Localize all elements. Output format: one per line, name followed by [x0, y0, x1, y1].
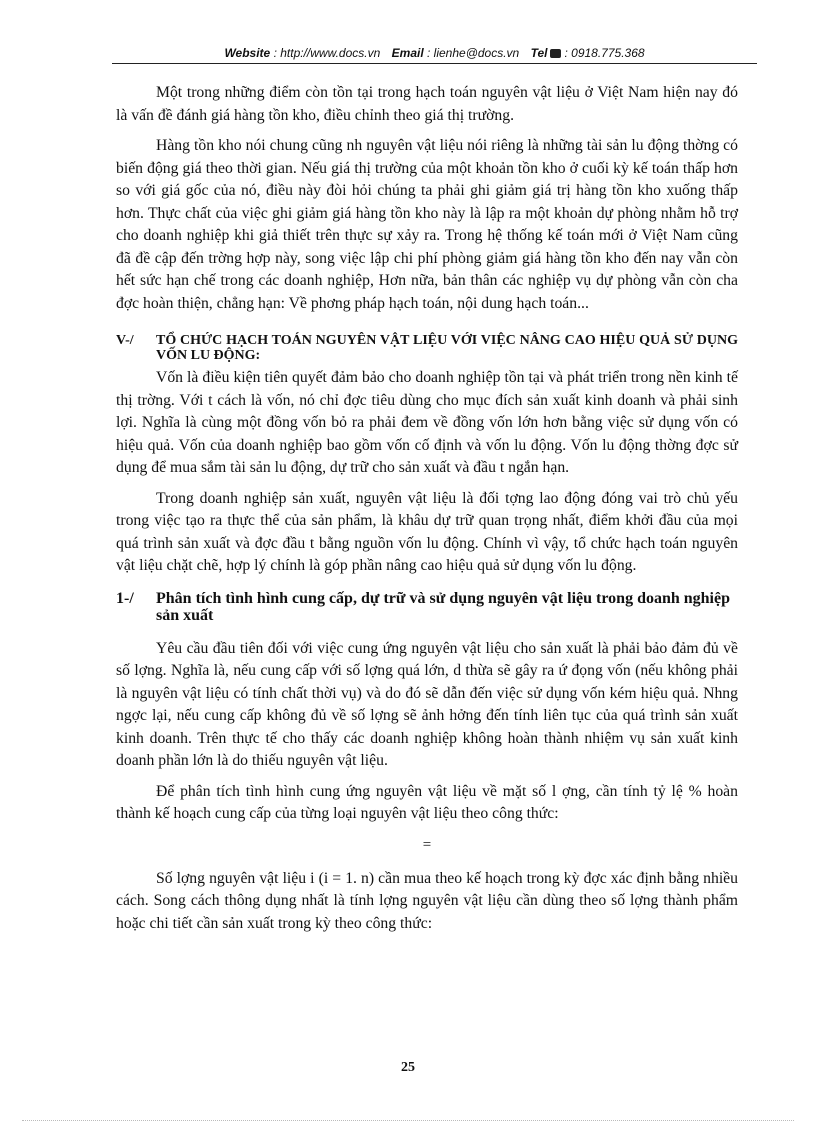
paragraph-7: Số lợng nguyên vật liệu i (i = 1. n) cần mua theo kế hoạch trong kỳ đợc xác định bằng nhiều cách. Song cách thông dụng nhất là tính lợng nguyên vật liệu cần dùng theo số lợng thành phẩm hoặc chi tiết cần sản xuất trong kỳ theo công thức: — [116, 869, 738, 932]
page-number: 25 — [401, 1060, 415, 1075]
website-label: Website — [224, 46, 271, 60]
paragraph-2: Hàng tồn kho nói chung cũng nh nguyên vật liệu nói riêng là những tài sản lu động thờng có biến động giá theo thời gian. Nếu giá thị trường của một khoản tồn kho ở cuối kỳ kế toán thấp hơn so với giá gốc của nó, điều này đòi hỏi chúng ta phải ghi giảm giá trị hàng tồn kho xuống thấp hơn. Thực chất của việc ghi giảm giá hàng tồn kho này là lập ra một khoản dự phòng nhằm hỗ trợ cho doanh nghiệp khi giả thiết trên thực sự xảy ra. Trong hệ thống kế toán mới ở Việt Nam cũng đã đề cập đến trờng hợp này, song việc lập chi phí phòng giảm giá hàng tồn kho đến nay vẫn còn hết sức hạn chế trong các doanh nghiệp, Hơn nữa, bản thân các nghiệp vụ dự phòng vẫn còn cha đợc hoàn thiện, chẳng hạn: Về phơng pháp hạch toán, nội dung hạch toán... — [116, 137, 738, 312]
section-number: 1-/ — [116, 589, 134, 607]
section-title: TỔ CHỨC HẠCH TOÁN NGUYÊN VẬT LIỆU VỚI VIỆC NÂNG CAO HIỆU QUẢ SỬ DỤNG VỐN LU ĐỘNG: — [156, 333, 738, 363]
formula: = — [422, 836, 432, 853]
document-body — [116, 82, 738, 943]
section-number: V-/ — [116, 333, 134, 348]
email-value: : lienhe@docs.vn — [427, 46, 520, 60]
paragraph-1: Một trong những điểm còn tồn tại trong hạch toán nguyên vật liệu ở Việt Nam hiện nay đó là vấn đề đánh giá hàng tồn kho, điều chỉnh theo giá thị trường. — [116, 84, 738, 124]
tel-value: : 0918.775.368 — [564, 46, 645, 60]
email-label: Email — [391, 46, 424, 60]
tel-label: Tel — [530, 46, 548, 60]
page-edge-divider — [22, 1120, 794, 1121]
section-title: Phân tích tình hình cung cấp, dự trữ và sử dụng nguyên vật liệu trong doanh nghiệp sản xuất — [156, 589, 730, 624]
section-heading-v — [116, 333, 738, 363]
paragraph-6: Để phân tích tình hình cung ứng nguyên vật liệu về mặt số l ợng, cần tính tỷ lệ % hoàn thành kế hoạch cung cấp của từng loại nguyên vật liệu theo công thức: — [116, 782, 738, 822]
paragraph-3: Vốn là điều kiện tiên quyết đảm bảo cho doanh nghiệp tồn tại và phát triển trong nền kinh tế thị trờng. Với t cách là vốn, nó chỉ đợc tiêu dùng cho mục đích sản xuất kinh doanh và phải sinh lợi. Nghĩa là cùng một đồng vốn bỏ ra phải đem về đồng vốn lớn hơn bằng việc sử dụng vốn có hiệu quả. Vốn của doanh nghiệp bao gồm vốn cố định và vốn lu động. Vốn lu động thờng đợc sử dụng để mua sắm tài sản lu động, dự trữ cho sản xuất và đầu t ngắn hạn. — [116, 369, 738, 476]
phone-icon — [550, 49, 561, 58]
paragraph-5: Yêu cầu đầu tiên đối với việc cung ứng nguyên vật liệu cho sản xuất là phải bảo đảm đủ về số lợng. Nghĩa là, nếu cung cấp với số lợng quá lớn, d thừa sẽ gây ra ứ đọng vốn (nếu không phải là nguyên vật liệu có tính chất thời vụ) và do đó sẽ dẫn đến việc sử dụng vốn kém hiệu quả. Nhng ngợc lại, nếu cung cấp không đủ về số lợng sẽ ảnh hởng đến tính liên tục của quá trình sản xuất kinh doanh. Trên thực tế cho thấy các doanh nghiệp không hoàn thành nhiệm vụ sản xuất kinh doanh phần lớn là do thiếu nguyên vật liệu. — [116, 639, 738, 769]
paragraph-4: Trong doanh nghiệp sản xuất, nguyên vật liệu là đối tợng lao động đóng vai trò chủ yếu trong việc tạo ra thực thể của sản phẩm, là khâu dự trữ quan trọng nhất, điểm khởi đầu của mọi quá trình sản xuất và đợc đầu t bằng nguồn vốn lu động. Chính vì vậy, tổ chức hạch toán nguyên vật liệu chặt chẽ, hợp lý chính là góp phần nâng cao hiệu quả sử dụng vốn lu động. — [116, 489, 738, 574]
section-heading-1 — [116, 590, 738, 624]
website-value: : http://www.docs.vn — [273, 46, 381, 60]
page-header — [112, 46, 757, 64]
